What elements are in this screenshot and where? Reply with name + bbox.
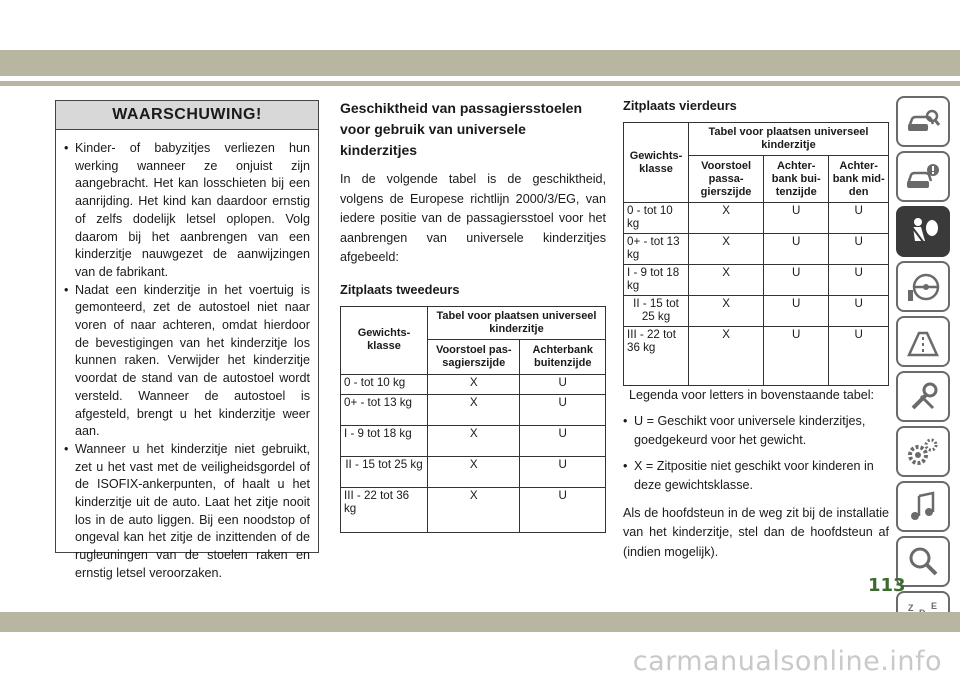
table-row [624,327,889,386]
cell-front: X [689,296,764,327]
steering-wheel-icon [905,270,941,304]
cell-rear-middle: U [829,327,889,386]
headrest-note: Als de hoofdsteun in de weg zit bij de installatie van het kinderzitje, stel dan de hoofdsteun af (indien mogelijk). [623,505,889,559]
legend-u: • U = Geschikt voor universele kinderzitjes, goedgekeurd voor het gewicht. [623,412,889,451]
seatbelt-airbag-icon [905,215,941,249]
search-icon [905,545,941,579]
cell-front: X [689,327,764,386]
cell-front: X [428,374,520,394]
row-category: III - 22 tot 36 kg [341,487,428,532]
index-letter: E [931,600,938,611]
table-row [341,425,606,456]
warning-box [55,100,319,580]
cell-front: X [428,394,520,425]
col-weight-class: Gewichts-klasse [624,123,689,203]
cell-front: X [428,487,520,532]
warning-title: WAARSCHUWING! [56,101,318,130]
cell-rear-outer: U [764,234,829,265]
col-table-title: Tabel voor plaatsen universeel kinderzitje [689,123,889,156]
table-row [624,203,889,234]
section-intro: In de volgende tabel is de geschiktheid, volgens de Europese richtlijn 2000/3/EG, van iedere positie van de passagiersstoel voor het aanbrengen van universele kinderzitjes afgebeeld: [340,172,606,264]
col-rear: Achterbank buitenzijde [520,339,606,374]
warning-list [56,130,318,583]
col-front: Voorstoel pas-sagierszijde [428,339,520,374]
two-door-table [340,306,606,533]
cell-rear: U [520,374,606,394]
cell-rear: U [520,394,606,425]
cell-rear-outer: U [764,296,829,327]
row-category: I - 9 tot 18 kg [624,265,689,296]
page-number: 113 [868,575,906,596]
footer-band [0,612,960,632]
car-magnifier-icon [905,105,941,139]
four-door-heading: Zitplaats vierdeurs [623,98,737,113]
tab-technical-specs[interactable] [896,426,950,477]
cell-rear-outer: U [764,203,829,234]
right-column [623,98,889,562]
row-category: 0+ - tot 13 kg [624,234,689,265]
cell-rear-middle: U [829,296,889,327]
table-row [341,456,606,487]
cell-rear-middle: U [829,203,889,234]
cell-rear-middle: U [829,234,889,265]
cell-front: X [689,265,764,296]
cell-front: X [428,425,520,456]
tab-multimedia[interactable] [896,481,950,532]
header-stripe [0,81,960,86]
cell-rear: U [520,487,606,532]
col-rear-middle: Achter-bank mid-den [829,156,889,203]
cell-rear-outer: U [764,327,829,386]
cell-rear-outer: U [764,265,829,296]
col-table-title: Tabel voor plaatsen universeel kinderzitje [428,306,606,339]
two-door-heading: Zitplaats tweedeurs [340,281,460,297]
music-note-icon [905,490,941,524]
col-weight-class: Gewichts-klasse [341,306,428,374]
legend-title: Legenda voor letters in bovenstaande tabel: [629,388,875,402]
section-heading: Geschiktheid van passagiersstoelen voor gebruik van universele kinderzitjes [340,100,582,158]
wrench-icon [905,380,941,414]
car-warning-icon [905,160,941,194]
row-category: 0 - tot 10 kg [624,203,689,234]
warning-item: • Nadat een kinderzitje in het voertuig is gemonteerd, zet de autostoel niet naar voren of naar achteren, omdat hierdoor de bevestigingen van het kinderzitje los kunnen raken. Verwijder het kinderzitje voordat de stand van de autostoel wordt versteld. Wanneer de autostoel is afgesteld, brengt u het kinderzitje weer aan. [64,282,310,441]
row-category: 0+ - tot 13 kg [341,394,428,425]
middle-column [340,98,606,533]
tab-maintenance[interactable] [896,371,950,422]
tab-warning-lights[interactable] [896,151,950,202]
index-letter: Z [908,602,914,613]
legend-x: • X = Zitpositie niet geschikt voor kinderen in deze gewichtsklasse. [623,457,889,496]
col-front: Voorstoel passa-gierszijde [689,156,764,203]
four-door-table [623,122,889,386]
watermark: carmanualsonline.info [632,646,942,677]
gears-icon [905,435,941,469]
table-row [624,296,889,327]
warning-item: • Kinder- of babyzitjes verliezen hun werking wanneer ze onjuist zijn aangebracht. Het kan losschieten bij een aanrijding. Het kind kan daardoor ernstig of zelfs dodelijk letsel oplopen. Volg daarom bij het aanbrengen van een kinderzitje nauwgezet de aanwijzingen van de fabrikant. [64,140,310,282]
legend-list [623,412,889,496]
tab-safety[interactable] [896,206,950,257]
warning-item: • Wanneer u het kinderzitje niet gebruikt, zet u het vast met de veiligheidsgordel of de ISOFIX-ankerpunten, of haalt u het kinderzitje uit de auto. Laat het zitje nooit los in de auto liggen. Bij een noodstop of ongeval kan het zitje de inzittenden of de rugleuningen van de stoelen raken en ernstig letsel veroorzaken. [64,441,310,583]
table-row [341,374,606,394]
col-rear-outer: Achter-bank bui-tenzijde [764,156,829,203]
cell-front: X [428,456,520,487]
table-row [341,394,606,425]
row-category: III - 22 tot 36 kg [624,327,689,386]
row-category: I - 9 tot 18 kg [341,425,428,456]
tab-emergency[interactable] [896,316,950,367]
tab-vehicle-info[interactable] [896,96,950,147]
cell-front: X [689,203,764,234]
row-category: II - 15 tot 25 kg [341,456,428,487]
table-row [341,487,606,532]
cell-front: X [689,234,764,265]
header-band [0,50,960,76]
cell-rear: U [520,425,606,456]
row-category: II - 15 tot 25 kg [624,296,689,327]
table-row [624,234,889,265]
cell-rear-middle: U [829,265,889,296]
tab-starting-driving[interactable] [896,261,950,312]
chapter-tabs [896,96,952,646]
row-category: 0 - tot 10 kg [341,374,428,394]
table-row [624,265,889,296]
cell-rear: U [520,456,606,487]
road-warning-icon [905,325,941,359]
